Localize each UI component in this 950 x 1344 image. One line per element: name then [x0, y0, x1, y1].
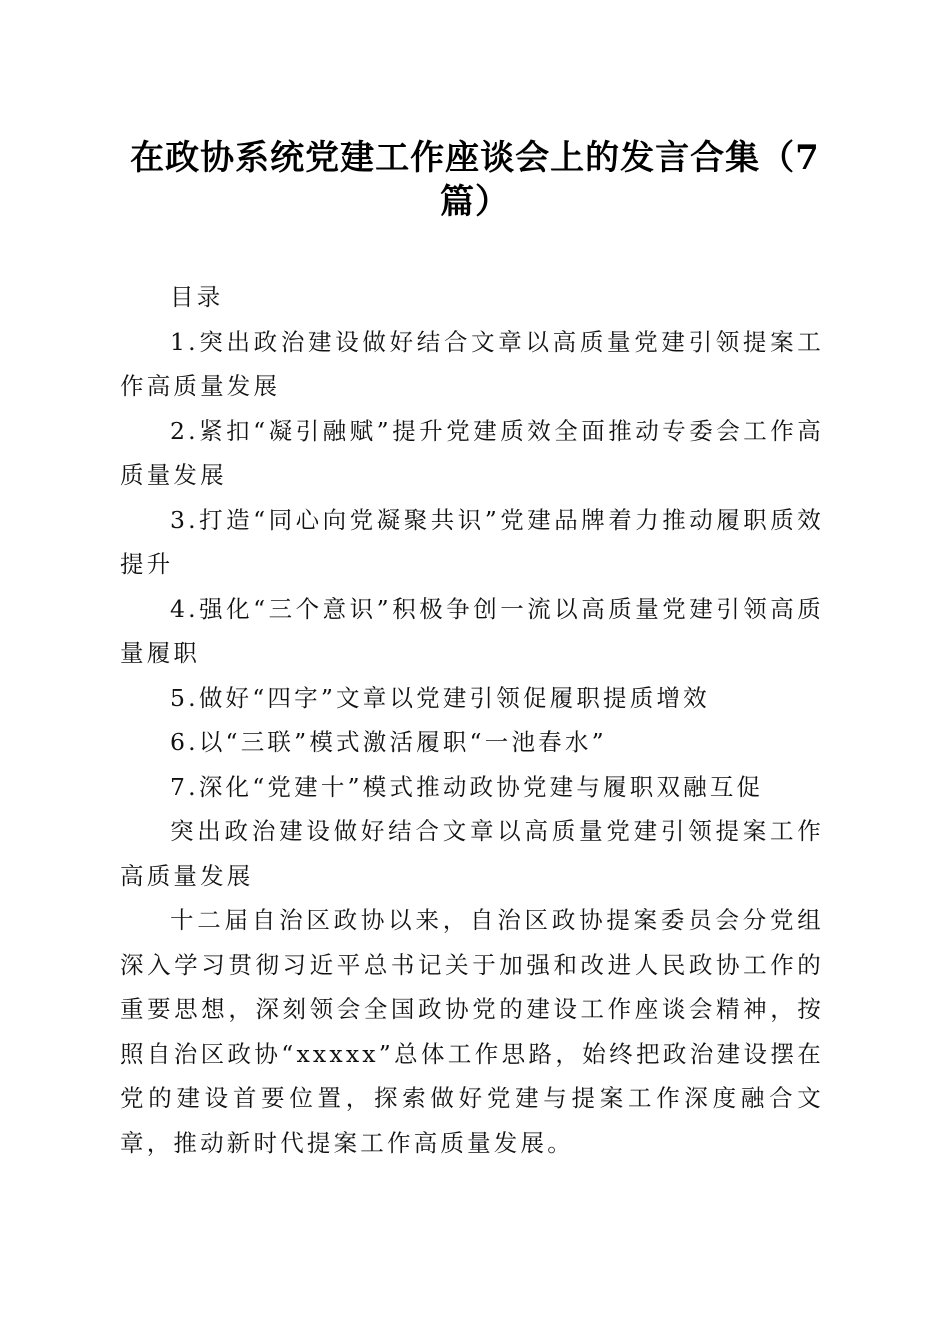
document-body — [120, 275, 824, 1165]
toc-item-6: 6.以“三联”模式激活履职“一池春水” — [170, 728, 607, 756]
section-heading: 突出政治建设做好结合文章以高质量党建引领提案工作高质量发展 — [120, 817, 824, 890]
toc-item-1: 1.突出政治建设做好结合文章以高质量党建引领提案工作高质量发展 — [120, 327, 824, 400]
toc-item-4: 4.强化“三个意识”积极争创一流以高质量党建引领高质量履职 — [120, 594, 824, 667]
body-paragraph: 十二届自治区政协以来，自治区政协提案委员会分党组深入学习贯彻习近平总书记关于加强和改进人民政协工作的重要思想，深刻领会全国政协党的建设工作座谈会精神，按照自治区政协“xxxxx”总体工作思路，始终把政治建设摆在党的建设首要位置，探索做好党建与提案工作深度融合文章，推动新时代提案工作高质量发展。 — [120, 906, 824, 1157]
document-title: 在政协系统党建工作座谈会上的发言合集（7篇） — [130, 138, 820, 222]
toc-item-2: 2.紧扣“凝引融赋”提升党建质效全面推动专委会工作高质量发展 — [120, 416, 824, 489]
toc-item-3: 3.打造“同心向党凝聚共识”党建品牌着力推动履职质效提升 — [120, 505, 824, 578]
toc-item-5: 5.做好“四字”文章以党建引领促履职提质增效 — [170, 683, 710, 712]
toc-heading: 目录 — [170, 283, 224, 311]
toc-item-7: 7.深化“党建十”模式推动政协党建与履职双融互促 — [170, 772, 764, 801]
